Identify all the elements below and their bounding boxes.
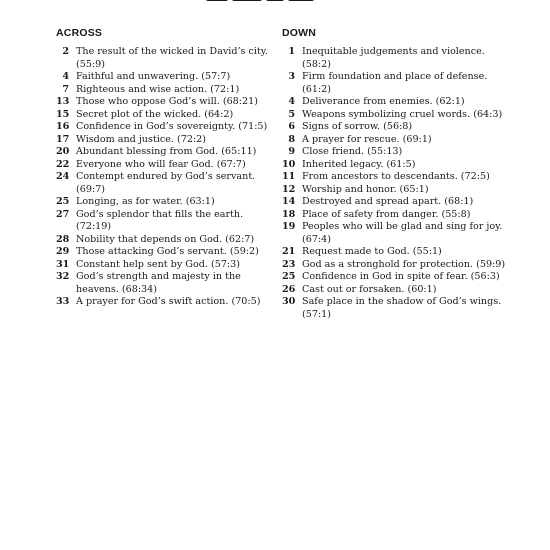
down-column bbox=[282, 27, 507, 321]
clue-text: God as a stronghold for protection. (59:9) bbox=[302, 258, 506, 270]
clue-text: Confidence in God in spite of fear. (56:3) bbox=[302, 271, 500, 282]
clue-text: Longing, as for water. (63:1) bbox=[76, 196, 215, 207]
clue-text: Those who oppose God’s will. (68:21) bbox=[76, 96, 258, 107]
clue-item bbox=[282, 221, 507, 246]
clue-item bbox=[282, 246, 507, 259]
clue-item bbox=[56, 259, 281, 272]
clue-item bbox=[56, 271, 281, 296]
clue-text: The result of the wicked in David’s city. (55:9) bbox=[76, 46, 268, 70]
clue-number: 20 bbox=[56, 146, 70, 157]
clue-text: Request made to God. (55:1) bbox=[302, 246, 442, 257]
clue-item bbox=[282, 296, 507, 321]
clue-number: 4 bbox=[62, 71, 69, 82]
across-column bbox=[56, 27, 281, 309]
clue-text: Place of safety from danger. (55:8) bbox=[302, 208, 471, 220]
clue-item bbox=[282, 196, 507, 209]
clue-number: 9 bbox=[288, 146, 295, 157]
clue-number: 5 bbox=[288, 108, 295, 120]
clue-number: 29 bbox=[56, 246, 70, 257]
clue-number: 4 bbox=[288, 96, 295, 107]
clue-number: 6 bbox=[288, 121, 295, 132]
clue-item bbox=[56, 171, 281, 196]
clue-number: 26 bbox=[282, 283, 296, 295]
clue-text: Safe place in the shadow of God’s wings. (57:1) bbox=[302, 296, 502, 320]
clue-item bbox=[282, 46, 507, 71]
clue-text: Secret plot of the wicked. (64:2) bbox=[76, 108, 234, 120]
clue-item bbox=[56, 209, 281, 234]
clue-text: Inequitable judgements and violence. (58:2) bbox=[302, 46, 485, 70]
clue-text: Confidence in God’s sovereignty. (71:5) bbox=[76, 121, 268, 132]
clue-text: Faithful and unwavering. (57:7) bbox=[76, 71, 231, 82]
clue-number: 10 bbox=[282, 158, 296, 170]
clue-text: Contempt endured by God’s servant. (69:7) bbox=[76, 171, 256, 195]
clue-item bbox=[56, 134, 281, 147]
down-clue-list bbox=[282, 46, 507, 321]
clue-text: Deliverance from enemies. (62:1) bbox=[302, 96, 465, 107]
clue-number: 16 bbox=[56, 121, 70, 132]
clue-number: 8 bbox=[288, 133, 295, 145]
clue-number: 17 bbox=[56, 133, 70, 145]
clue-item bbox=[282, 209, 507, 222]
across-heading: ACROSS bbox=[56, 27, 103, 39]
clue-item bbox=[56, 46, 281, 71]
clue-item bbox=[282, 109, 507, 122]
clue-item bbox=[282, 171, 507, 184]
clue-item bbox=[282, 159, 507, 172]
clue-number: 18 bbox=[282, 208, 296, 220]
clue-item bbox=[56, 296, 281, 309]
clue-number: 32 bbox=[56, 271, 70, 282]
clue-text: Firm foundation and place of defense. (61:2) bbox=[302, 71, 488, 95]
clue-number: 30 bbox=[282, 296, 296, 307]
clue-text: Those attacking God’s servant. (59:2) bbox=[76, 246, 259, 257]
clue-number: 31 bbox=[56, 258, 70, 270]
clue-number: 25 bbox=[56, 196, 70, 207]
clue-text: A prayer for rescue. (69:1) bbox=[302, 133, 432, 145]
clue-item bbox=[56, 159, 281, 172]
clue-item bbox=[56, 96, 281, 109]
clue-text: Peoples who will be glad and sing for joy. (67:4) bbox=[302, 221, 503, 245]
clue-item bbox=[56, 71, 281, 84]
clue-text: Worship and honor. (65:1) bbox=[302, 183, 429, 195]
clue-item bbox=[56, 121, 281, 134]
clue-text: Wisdom and justice. (72:2) bbox=[76, 133, 207, 145]
clue-text: Inherited legacy. (61:5) bbox=[302, 158, 416, 170]
clue-text: A prayer for God’s swift action. (70:5) bbox=[76, 296, 261, 307]
clue-item bbox=[282, 146, 507, 159]
clue-text: Destroyed and spread apart. (68:1) bbox=[302, 196, 474, 207]
clue-number: 25 bbox=[282, 271, 296, 282]
clue-number: 12 bbox=[282, 183, 296, 195]
clue-number: 27 bbox=[56, 208, 70, 220]
clue-number: 28 bbox=[56, 233, 70, 245]
clue-item bbox=[56, 234, 281, 247]
clue-number: 19 bbox=[282, 221, 296, 232]
clue-text: Nobility that depends on God. (62:7) bbox=[76, 233, 255, 245]
clue-number: 15 bbox=[56, 108, 70, 120]
clue-number: 13 bbox=[56, 96, 70, 107]
clue-item bbox=[282, 284, 507, 297]
clue-item bbox=[282, 134, 507, 147]
down-heading: DOWN bbox=[282, 27, 317, 39]
clue-text: God’s splendor that fills the earth. (72:19) bbox=[76, 208, 244, 232]
clue-item bbox=[56, 109, 281, 122]
across-clue-list bbox=[56, 46, 281, 309]
clue-number: 2 bbox=[62, 46, 69, 57]
clue-text: Righteous and wise action. (72:1) bbox=[76, 83, 240, 95]
clue-text: God’s strength and majesty in the heavens. (68:34) bbox=[76, 271, 241, 295]
clue-item bbox=[282, 121, 507, 134]
clue-number: 7 bbox=[62, 83, 69, 95]
clue-text: Cast out or forsaken. (60:1) bbox=[302, 283, 437, 295]
cropped-title-fragment bbox=[206, 0, 346, 5]
clue-text: Everyone who will fear God. (67:7) bbox=[76, 158, 246, 170]
clue-number: 1 bbox=[288, 46, 295, 57]
clue-item bbox=[282, 96, 507, 109]
clue-text: Signs of sorrow. (56:8) bbox=[302, 121, 413, 132]
clue-item bbox=[56, 246, 281, 259]
clue-item bbox=[282, 271, 507, 284]
clue-item bbox=[56, 196, 281, 209]
clue-text: Close friend. (55:13) bbox=[302, 146, 403, 157]
clue-item bbox=[282, 184, 507, 197]
clue-item bbox=[56, 84, 281, 97]
clue-number: 11 bbox=[282, 171, 296, 182]
clue-number: 3 bbox=[288, 71, 295, 82]
clue-item bbox=[282, 71, 507, 96]
clue-number: 23 bbox=[282, 258, 296, 270]
clue-number: 24 bbox=[56, 171, 70, 182]
clue-text: Weapons symbolizing cruel words. (64:3) bbox=[302, 108, 503, 120]
clue-text: Abundant blessing from God. (65:11) bbox=[76, 146, 257, 157]
clue-number: 22 bbox=[56, 158, 70, 170]
clue-text: From ancestors to descendants. (72:5) bbox=[302, 171, 490, 182]
clue-item bbox=[282, 259, 507, 272]
clue-item bbox=[56, 146, 281, 159]
clue-number: 21 bbox=[282, 246, 296, 257]
clue-number: 33 bbox=[56, 296, 70, 307]
clue-text: Constant help sent by God. (57:3) bbox=[76, 258, 240, 270]
clue-number: 14 bbox=[282, 196, 296, 207]
